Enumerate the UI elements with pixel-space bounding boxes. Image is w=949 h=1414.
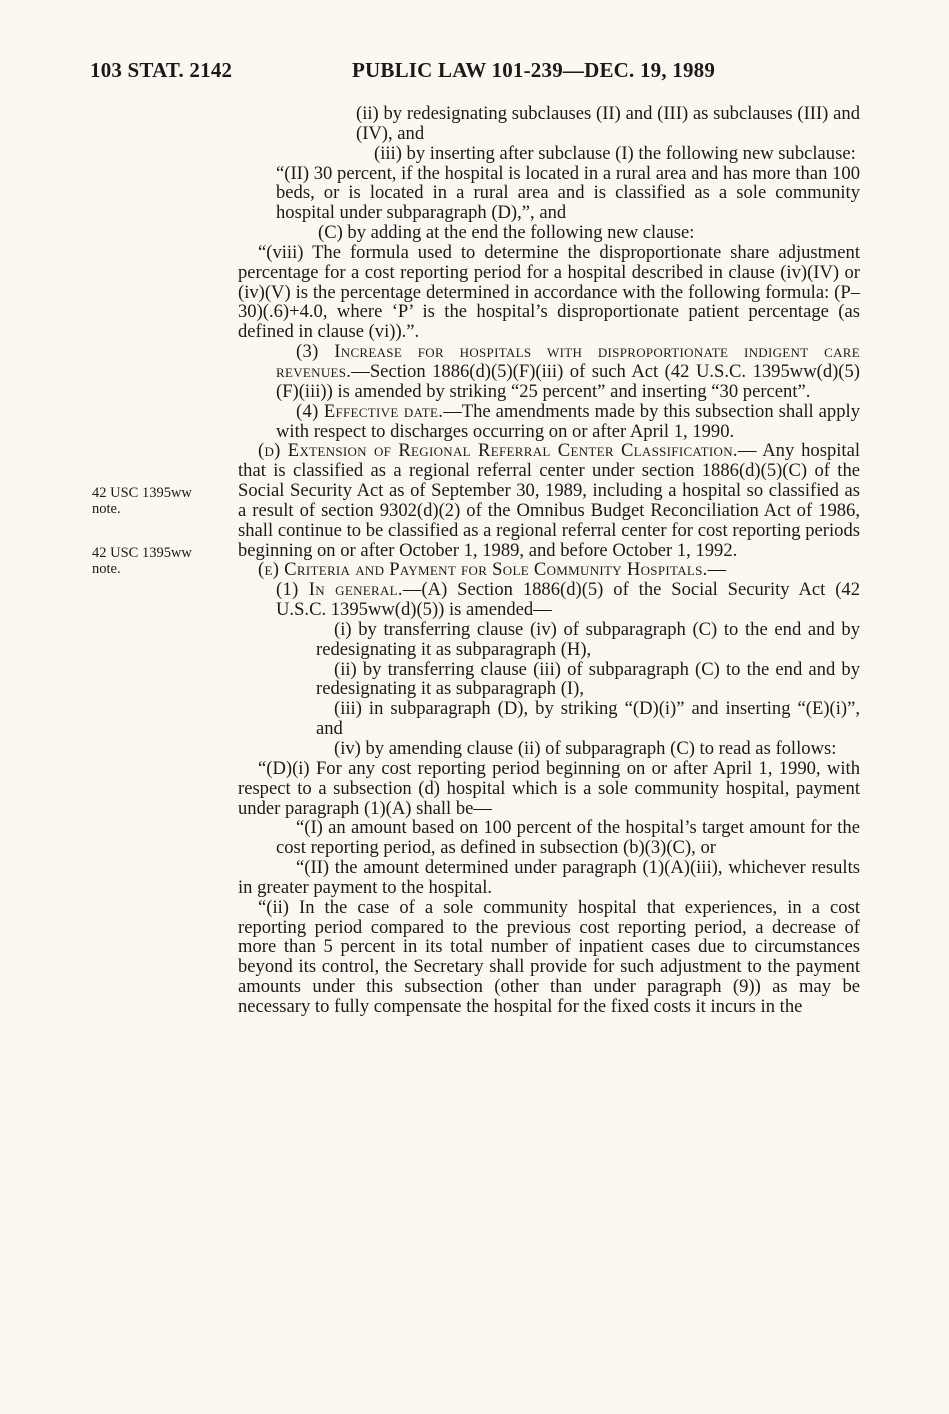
paragraph: (ii) by redesignating subclauses (II) and (III) as subclauses (III) and (IV), and: [356, 103, 860, 144]
paragraph: [238, 580, 860, 620]
stat-page-number: 103 STAT. 2142: [90, 58, 233, 82]
paragraph-heading: (d) Extension of Regional Referral Center Classification.: [258, 440, 738, 462]
paragraph: [238, 560, 860, 580]
quoted-clause: “(viii) The formula used to determine the disproportionate share adjustment percentage for a cost reporting period for a hospital described in clause (iv)(IV) or (iv)(V) is the percentage determined in accordance with the following formula: (P–30)(.6)+4.0, where ‘P’ is the hospital’s disproportionate patient percentage (as defined in clause (vi)).”.: [238, 241, 860, 343]
paragraph: (iv) by amending clause (ii) of subparagraph (C) to read as follows:: [334, 738, 837, 759]
paragraph-heading: (1) In general.: [276, 579, 403, 601]
quoted-clause: “(D)(i) For any cost reporting period beginning on or after April 1, 1990, with respect to a subsection (d) hospital which is a sole community hospital, payment under paragraph (1)(A) shall be—: [238, 757, 860, 819]
quoted-clause: “(ii) In the case of a sole community hospital that experiences, in a cost reporting period compared to the previous cost reporting period, a decrease of more than 5 percent in its total number of inpatient cases due to circumstances beyond its control, the Secretary shall provide for such adjustment to the payment amounts under this subsection (other than under paragraph (9)) as may be necessary to fully compensate the hospital for the fixed costs it incurs in the: [238, 896, 860, 1017]
paragraph-text: —Section 1886(d)(5)(F)(iii) of such Act (42 U.S.C. 1395ww(d)(5)(F)(iii)) is amended by striking “25 percent” and inserting “30 percent”.: [276, 360, 860, 402]
paragraph-heading: (e) Criteria and Payment for Sole Community Hospitals.: [258, 559, 708, 581]
paragraph-text: — Any hospital that is classified as a regional referral center under section 1886(d)(5)(C) of the Social Security Act as of September 30, 1989, including a hospital so classified as a result of section 9302(d)(2) of the Omnibus Budget Reconciliation Act of 1986, shall continue to be classified as a regional referral center for cost reporting periods beginning on or after October 1, 1989, and before October 1, 1992.: [238, 440, 860, 561]
paragraph: (iii) by inserting after subclause (I) the following new subclause:: [374, 142, 856, 164]
paragraph-text: —The amendments made by this subsection shall apply with respect to discharges occurring on or after April 1, 1990.: [276, 400, 860, 442]
paragraph: [238, 402, 860, 442]
paragraph-text: —(A) Section 1886(d)(5) of the Social Security Act (42 U.S.C. 1395ww(d)(5)) is amended—: [276, 579, 860, 621]
margin-note-label: note.: [92, 561, 121, 577]
margin-note-citation: 42 USC 1395ww: [92, 545, 192, 561]
paragraph: [238, 342, 860, 402]
margin-note-1: [92, 485, 222, 517]
paragraph-heading: (4) Effective date.: [296, 400, 444, 422]
paragraph-text: —: [707, 559, 727, 581]
margin-note-label: note.: [92, 501, 121, 517]
margin-note-citation: 42 USC 1395ww: [92, 485, 192, 501]
paragraph: (ii) by transferring clause (iii) of subparagraph (C) to the end and by redesignating it as subparagraph (I),: [316, 658, 860, 700]
paragraph: (i) by transferring clause (iv) of subparagraph (C) to the end and by redesignating it as subparagraph (H),: [316, 618, 860, 660]
paragraph: (iii) in subparagraph (D), by striking “(D)(i)” and inserting “(E)(i)”, and: [316, 698, 860, 740]
statute-body: [238, 104, 860, 1017]
paragraph-heading: (3) Increase for hospitals with disproportionate indigent care revenues.: [276, 341, 860, 382]
margin-note-2: [92, 545, 222, 577]
paragraph: (C) by adding at the end the following new clause:: [318, 222, 695, 244]
law-title-header: PUBLIC LAW 101-239—DEC. 19, 1989: [352, 58, 716, 82]
quoted-subclause: “(II) the amount determined under paragraph (1)(A)(iii), whichever results in greater payment to the hospital.: [238, 857, 860, 898]
quoted-subclause: “(I) an amount based on 100 percent of the hospital’s target amount for the cost reporting period, as defined in subsection (b)(3)(C), or: [276, 817, 860, 859]
quoted-subclause: “(II) 30 percent, if the hospital is located in a rural area and has more than 100 beds, or is located in a rural area and is classified as a sole community hospital under subparagraph (D),”, and: [276, 162, 860, 224]
paragraph: [238, 441, 860, 560]
